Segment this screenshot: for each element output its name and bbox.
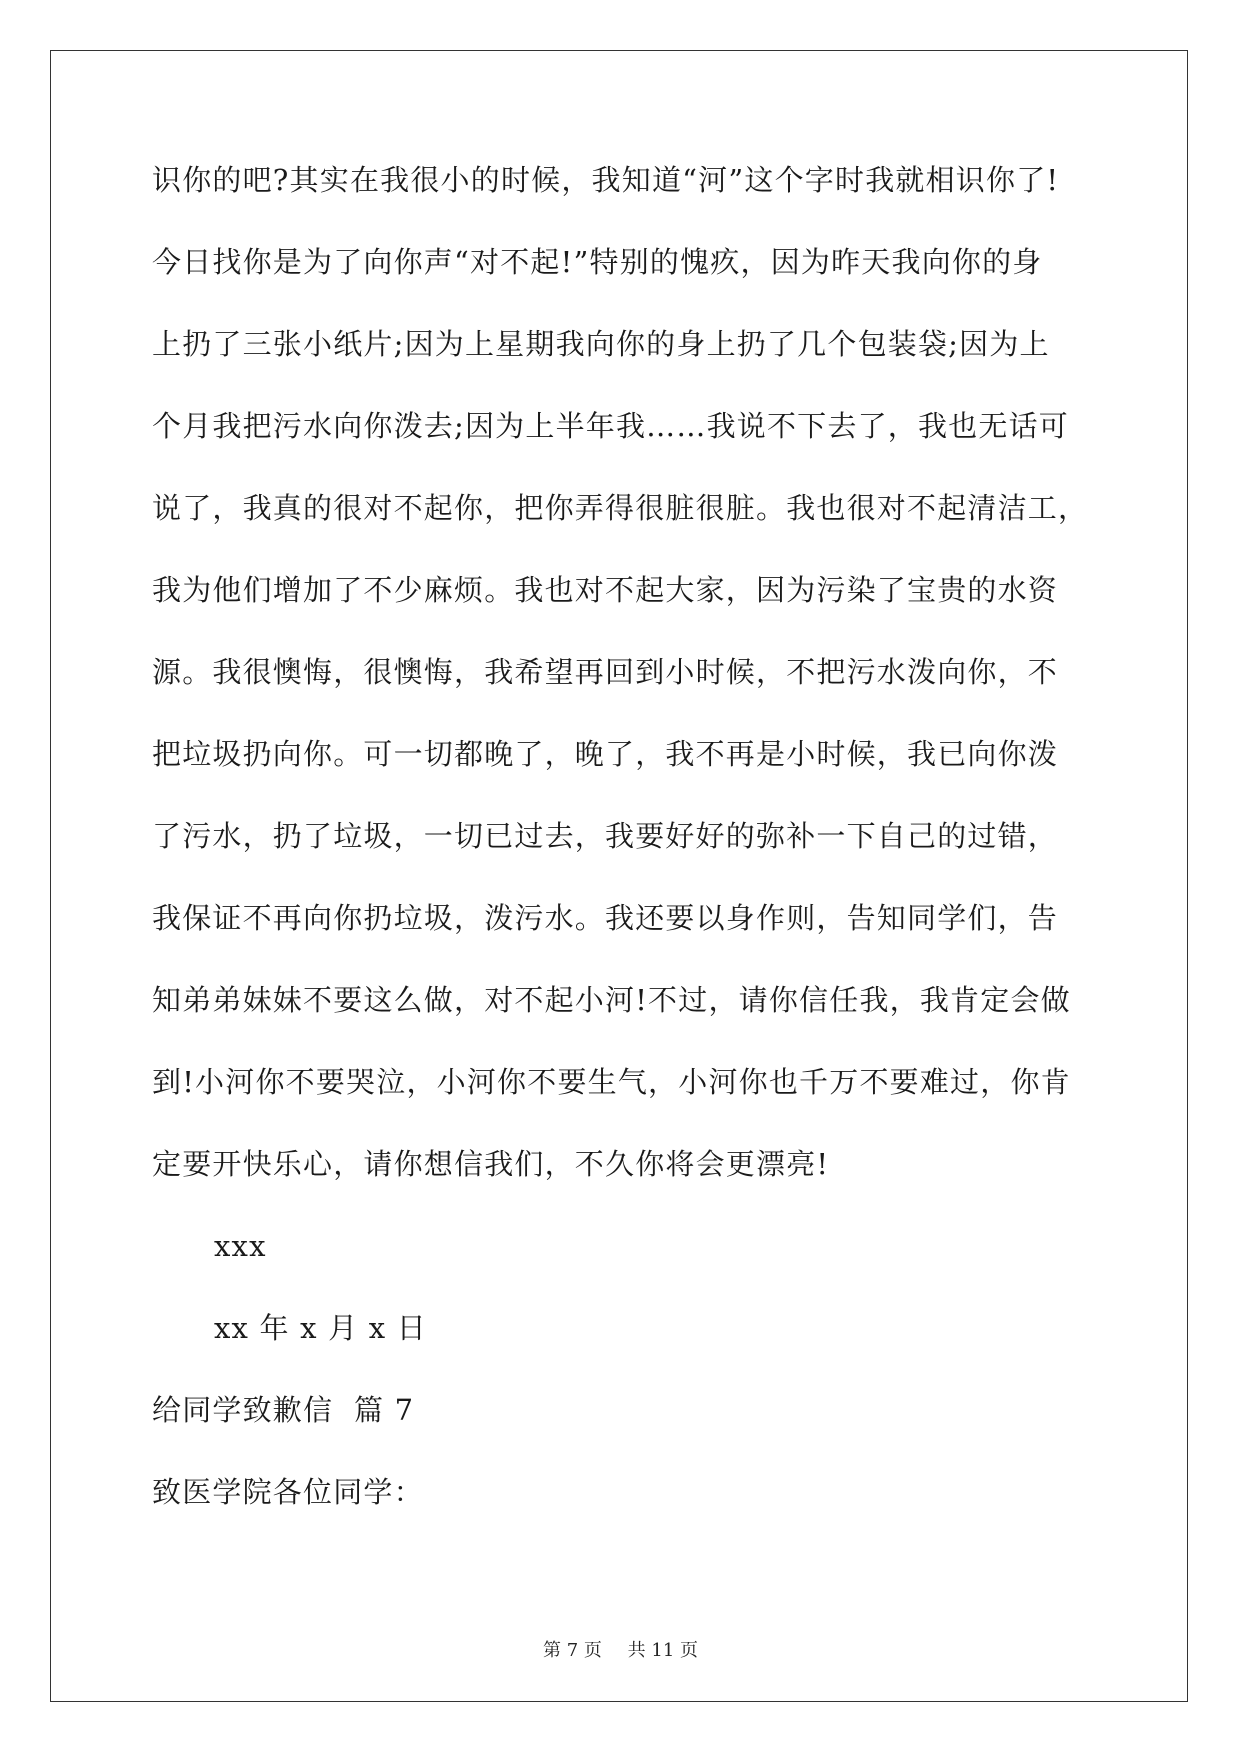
body-line: 说了，我真的很对不起你，把你弄得很脏很脏。我也很对不起清洁工， <box>152 491 1089 525</box>
body-line: 源。我很懊悔，很懊悔，我希望再回到小时候，不把污水泼向你，不 <box>152 655 1059 689</box>
body-line: 知弟弟妹妹不要这么做，对不起小河!不过，请你信任我，我肯定会做 <box>152 983 1071 1017</box>
page-footer <box>0 1636 1241 1662</box>
body-line: 今日找你是为了向你声“对不起!”特别的愧疚，因为昨天我向你的身 <box>152 245 1043 279</box>
body-line: 个月我把污水向你泼去;因为上半年我……我说不下去了，我也无话可 <box>152 409 1069 443</box>
page-number-total: 共 11 页 <box>627 1640 698 1661</box>
letter-body <box>152 160 1092 1554</box>
body-line: 上扔了三张小纸片;因为上星期我向你的身上扔了几个包装袋;因为上 <box>152 327 1050 361</box>
letter-date: xx 年 x 月 x 日 <box>214 1311 427 1345</box>
signature: xxx <box>214 1229 267 1263</box>
salutation: 致医学院各位同学： <box>152 1475 424 1509</box>
body-line: 把垃圾扔向你。可一切都晚了，晚了，我不再是小时候，我已向你泼 <box>152 737 1059 771</box>
body-line: 了污水，扔了垃圾，一切已过去，我要好好的弥补一下自己的过错， <box>152 819 1059 853</box>
body-line: 定要开快乐心，请你想信我们，不久你将会更漂亮! <box>152 1147 830 1181</box>
section-title: 给同学致歉信 篇 7 <box>152 1393 415 1427</box>
body-line: 识你的吧?其实在我很小的时候，我知道“河”这个字时我就相识你了! <box>152 163 1060 197</box>
body-line: 到!小河你不要哭泣，小河你不要生气，小河你也千万不要难过，你肯 <box>152 1065 1071 1099</box>
body-line: 我保证不再向你扔垃圾，泼污水。我还要以身作则，告知同学们，告 <box>152 901 1059 935</box>
body-line: 我为他们增加了不少麻烦。我也对不起大家，因为污染了宝贵的水资 <box>152 573 1059 607</box>
page-number-current: 第 7 页 <box>543 1640 602 1661</box>
